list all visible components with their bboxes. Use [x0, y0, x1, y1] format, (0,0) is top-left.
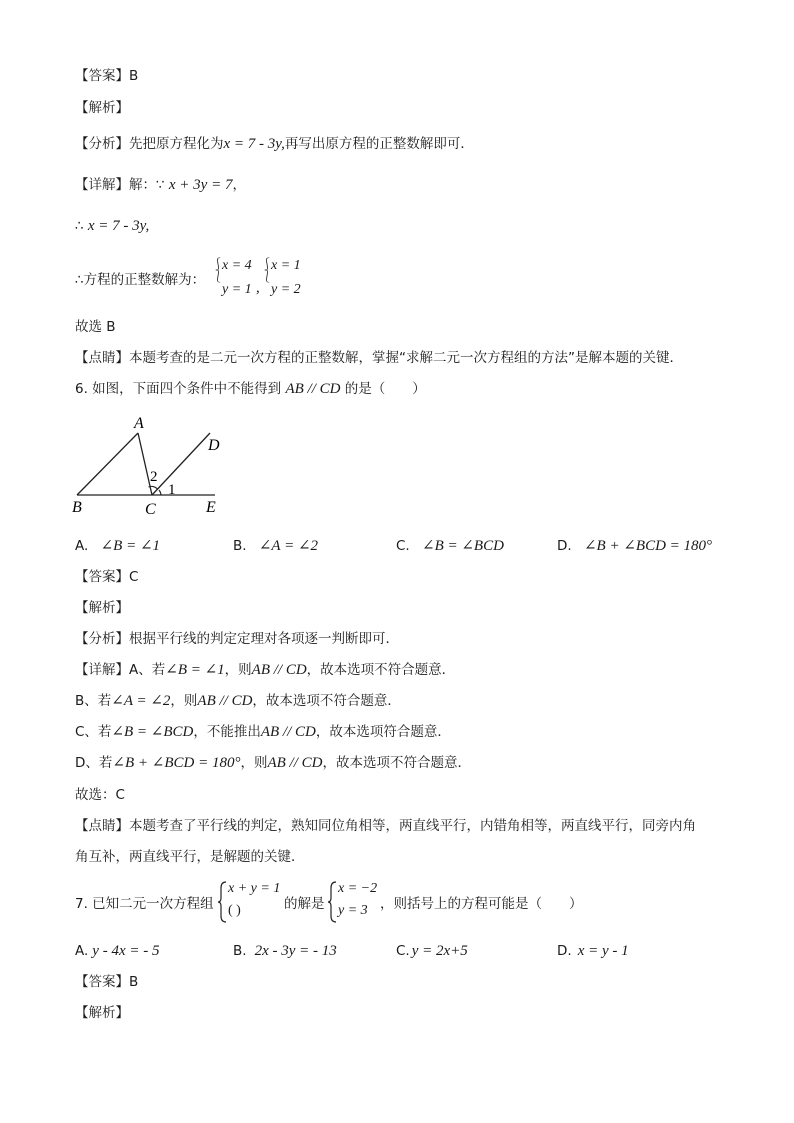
q7-stem-text: 的解是: [284, 896, 325, 912]
label-b: B: [72, 499, 82, 516]
detail-pre: B、若: [75, 693, 112, 709]
sol2-x: x = 1: [271, 258, 301, 273]
q5-therefore-line: [75, 217, 149, 235]
comma: ,: [256, 280, 260, 296]
q6-detail-d: [75, 754, 471, 772]
dianjing-tag: 【点睛】: [75, 818, 129, 834]
choice-text: 故选：C: [75, 787, 125, 803]
sys-eq1: x + y = 1: [228, 881, 281, 896]
angle-arc-1: [159, 490, 161, 495]
option-letter: C.: [396, 538, 410, 554]
geometry-figure: [70, 410, 240, 520]
answer-value: B: [129, 68, 139, 84]
detail-post: ，故本选项不符合题意．: [322, 755, 471, 771]
q5-fenxi-line: [75, 135, 474, 153]
sys-eq2: ( ): [228, 903, 241, 918]
q7-option-c[interactable]: [396, 942, 468, 960]
sol-x: x = −2: [338, 881, 378, 896]
detail-cond: ∠B + ∠BCD = 180°: [112, 755, 241, 771]
dianjing-tag: 【点睛】: [75, 350, 129, 366]
detail-mid: ，不能推出: [193, 724, 261, 740]
option-text: ∠B = ∠1: [100, 538, 161, 554]
detail-res: AB // CD: [251, 662, 307, 678]
q6-option-c[interactable]: [396, 537, 504, 555]
detail-res: AB // CD: [260, 724, 316, 740]
option-text: y - 4x = - 5: [92, 943, 160, 959]
q6-dianjing-line1: [75, 817, 696, 835]
q6-option-a[interactable]: [75, 537, 160, 555]
q6-option-d[interactable]: [557, 537, 712, 555]
q6-choice-line: [75, 786, 125, 804]
option-text: y = 2x+5: [411, 943, 468, 959]
sol-y: y = 3: [338, 903, 368, 918]
detail-post: ，故本选项不符合题意．: [306, 662, 456, 678]
detail-pre: D、若: [75, 755, 113, 771]
fenxi-tag: 【分析】: [75, 631, 129, 647]
option-letter: B.: [233, 538, 247, 554]
answer-value: B: [129, 974, 139, 990]
answer-tag: 【答案】: [75, 974, 129, 990]
option-letter: A.: [75, 943, 89, 959]
q6-dianjing-line2: [75, 848, 305, 866]
detail-tag: 【详解】: [75, 662, 129, 678]
q6-option-b[interactable]: [233, 537, 318, 555]
label-a: A: [134, 415, 144, 432]
sol1-x: x = 4: [222, 258, 252, 273]
q7-option-b[interactable]: [233, 942, 337, 960]
fenxi-text: 再写出原方程的正整数解即可．: [284, 136, 474, 152]
detail-res: AB // CD: [267, 755, 323, 771]
detail-text: 解：∵: [129, 177, 165, 193]
q6-stem: [75, 380, 426, 398]
option-text: ∠B = ∠BCD: [422, 538, 504, 554]
detail-pre: A、若: [129, 662, 166, 678]
line-ac: [138, 433, 152, 495]
q7-stem-text: ，则括号上的方程可能是（ ）: [380, 896, 583, 912]
q5-solutions-line: [75, 271, 205, 289]
line-cd: [152, 433, 210, 495]
label-angle-2: 2: [150, 469, 158, 485]
q6-stem-pre: 6. 如图，下面四个条件中不能得到: [75, 381, 282, 397]
label-e: E: [206, 499, 216, 516]
q6-answer-line: [75, 568, 138, 586]
label-angle-1: 1: [168, 482, 176, 498]
detail-cond: ∠B = ∠1: [165, 662, 225, 678]
solution-system-1: [222, 258, 252, 298]
solutions-label: ∴方程的正整数解为：: [75, 272, 206, 288]
choice-text: 故选 B: [75, 319, 116, 335]
option-letter: B.: [233, 943, 247, 959]
detail-post: ，故本选项不符合题意．: [252, 693, 401, 709]
answer-tag: 【答案】: [75, 68, 129, 84]
label-c: C: [145, 501, 156, 518]
detail-cond: ∠A = ∠2: [111, 693, 171, 709]
q6-stem-formula: AB // CD: [285, 381, 341, 397]
analysis-tag: 【解析】: [75, 100, 129, 116]
detail-mid: ，则: [170, 693, 198, 709]
line-ab: [77, 433, 138, 495]
fenxi-formula: x = 7 - 3y,: [223, 136, 285, 152]
q6-detail-c: [75, 723, 451, 741]
detail-tag: 【详解】: [75, 177, 129, 193]
q6-detail-b: [75, 692, 401, 710]
q7-option-a[interactable]: [75, 942, 159, 960]
left-brace-icon: [218, 880, 228, 924]
dianjing-text: 本题考查了平行线的判定，熟知同位角相等，两直线平行，内错角相等，两直线平行，同旁内角: [129, 818, 696, 834]
detail-end: ，: [232, 177, 246, 193]
dianjing-text: 角互补，两直线平行，是解题的关键．: [75, 849, 305, 865]
solution-system: [338, 881, 377, 919]
q6-fenxi-line: [75, 630, 399, 648]
detail-formula: x + 3y = 7: [168, 177, 233, 193]
option-text: ∠B + ∠BCD = 180°: [583, 538, 713, 554]
left-brace-icon: [328, 880, 338, 924]
detail-pre: C、若: [75, 724, 112, 740]
answer-value: C: [129, 569, 139, 585]
fenxi-tag: 【分析】: [75, 136, 129, 152]
q7-analysis-tag: [75, 1004, 129, 1022]
q5-choice-line: [75, 318, 116, 336]
sol1-y: y = 1: [222, 282, 252, 297]
q5-detail-line: [75, 176, 246, 194]
detail-cond: ∠B = ∠BCD: [111, 724, 194, 740]
option-letter: D.: [557, 538, 572, 554]
q7-stem-text: 7. 已知二元一次方程组: [75, 896, 214, 912]
detail-post: ，故本选项符合题意．: [315, 724, 451, 740]
analysis-tag: 【解析】: [75, 1005, 129, 1021]
dianjing-text: 本题考查的是二元一次方程的正整数解，掌握“求解二元一次方程组的方法”是解本题的关键．: [129, 350, 683, 366]
answer-tag: 【答案】: [75, 569, 129, 585]
option-letter: D.: [557, 943, 572, 959]
detail-res: AB // CD: [197, 693, 253, 709]
q7-stem-pre: [75, 895, 214, 913]
q5-dianjing-line: [75, 349, 683, 367]
brace-icon: ⎰ ⎱: [261, 257, 274, 283]
q7-stem-post: [380, 895, 583, 913]
option-text: 2x - 3y = - 13: [254, 943, 337, 959]
q7-option-d[interactable]: [557, 942, 629, 960]
detail-mid: ，则: [224, 662, 252, 678]
solution-system-2: [271, 258, 301, 298]
q6-detail-a: [75, 661, 455, 679]
fenxi-text: 根据平行线的判定定理对各项逐一判断即可．: [129, 631, 399, 647]
analysis-tag: 【解析】: [75, 600, 129, 616]
option-letter: A.: [75, 538, 89, 554]
therefore-symbol: ∴: [75, 218, 84, 234]
q7-answer-line: [75, 973, 138, 991]
q6-analysis-tag: [75, 599, 129, 617]
equation-system: [228, 881, 280, 919]
therefore-formula: x = 7 - 3y,: [87, 218, 150, 234]
label-d: D: [208, 437, 220, 454]
option-letter: C.: [396, 943, 410, 959]
sol2-y: y = 2: [271, 282, 301, 297]
detail-mid: ，则: [240, 755, 268, 771]
q5-analysis-tag: [75, 99, 129, 117]
option-text: ∠A = ∠2: [258, 538, 319, 554]
brace-icon: ⎰ ⎱: [212, 257, 225, 283]
option-text: x = y - 1: [577, 943, 629, 959]
q7-stem-mid: [284, 895, 325, 913]
fenxi-text: 先把原方程化为: [129, 136, 224, 152]
q5-answer-line: [75, 67, 138, 85]
q6-stem-post: 的是（ ）: [344, 381, 426, 397]
